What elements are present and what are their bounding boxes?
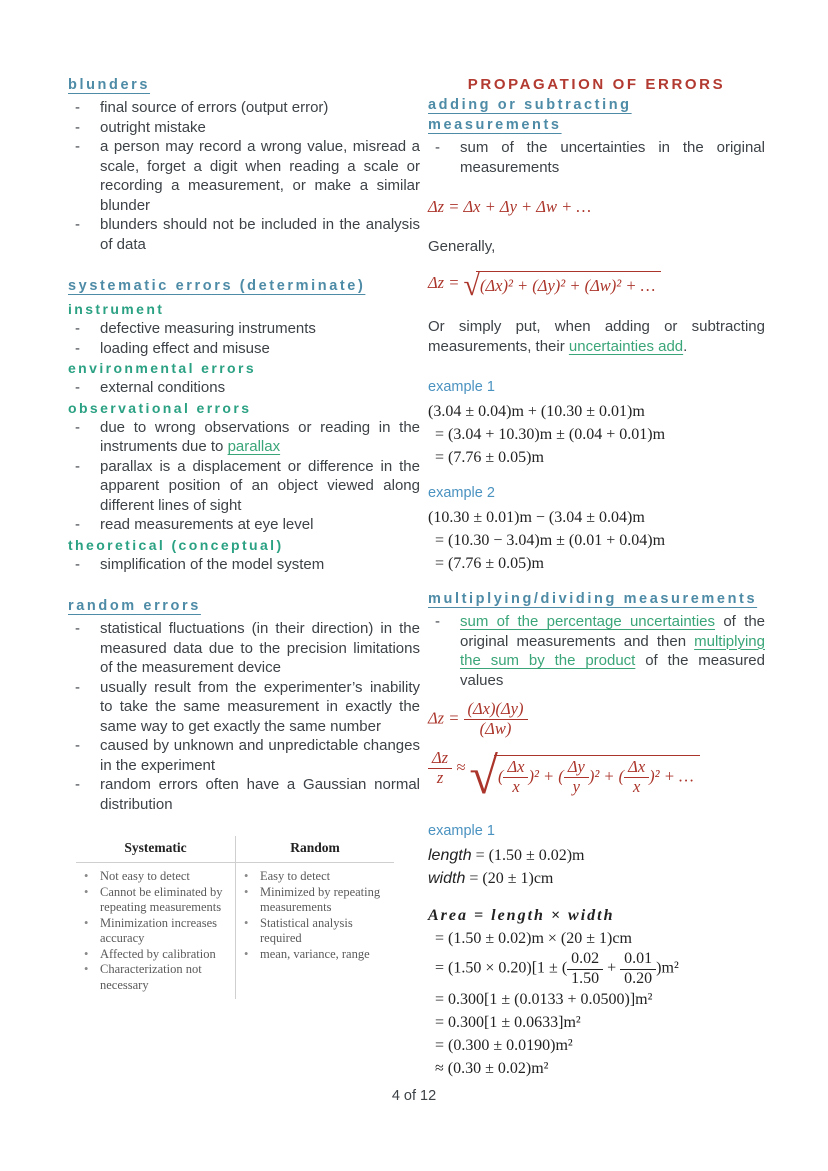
dash-marker: - [75, 516, 80, 533]
math-line: = (1.50 ± 0.02)m × (20 ± 1)cm [435, 930, 632, 948]
heading-multiplying-dividing: multiplying/dividing measurements [428, 591, 758, 607]
math-line: = (10.30 − 3.04)m ± (0.01 + 0.04)m [435, 532, 666, 549]
bullet-marker: • [84, 962, 89, 976]
length-label: length [428, 847, 472, 865]
heading-random-errors: random errors [68, 598, 201, 614]
list-item-text: simplification of the model system [100, 555, 325, 573]
math-segment: )m² [656, 959, 679, 977]
subheading-environmental-errors: environmental errors [68, 360, 257, 376]
fraction-numerator: Δz [428, 749, 452, 769]
subheading-theoretical: theoretical (conceptual) [68, 536, 284, 553]
list-item-text: blunders should not be included in the analysis of data [100, 216, 420, 253]
fraction-numerator: 0.01 [620, 950, 656, 969]
example-area-block [428, 821, 765, 1080]
list-item [428, 138, 765, 177]
table-row [76, 869, 235, 885]
table-row [76, 947, 235, 963]
list-item [68, 555, 420, 575]
list-item-text-pre: due to wrong observations or reading in the instruments due to [100, 418, 420, 455]
bullet-marker: • [84, 869, 89, 883]
fraction-numerator: Δy [564, 758, 589, 778]
list-item-text: random errors often have a Gaussian normal distribution [100, 776, 420, 813]
math-line: = (0.300 ± 0.0190)m² [435, 1036, 573, 1054]
example-label: example 1 [428, 379, 495, 395]
dash-marker: - [75, 418, 80, 436]
math-line: = (3.04 + 10.30)m ± (0.04 + 0.01)m [435, 426, 666, 443]
fraction [464, 700, 528, 739]
bullet-marker: • [84, 884, 89, 899]
list-item [68, 118, 420, 138]
dash-marker: - [75, 678, 80, 696]
list-item [68, 457, 420, 516]
percentage-uncertainties-link: sum of the percentage uncertainties [460, 613, 716, 630]
list-item-text [460, 612, 765, 690]
section-random-errors [68, 596, 420, 814]
list-item [68, 775, 420, 814]
bullet-mid: of the original measurements and then [460, 613, 765, 650]
dash-marker: - [75, 555, 80, 573]
dash-marker: - [75, 339, 80, 357]
list-item [68, 98, 420, 118]
table-row [76, 962, 235, 993]
list-item-text: sum of the uncertainties in the original measurements [460, 139, 765, 176]
fraction-numerator: (Δx)(Δy) [464, 700, 528, 720]
list-item [68, 339, 420, 359]
table-cell-text: Affected by calibration [100, 946, 216, 961]
paren: )² + ( [588, 766, 625, 786]
list-item [68, 137, 420, 215]
fraction-numerator: 0.02 [567, 950, 603, 969]
paren: )² + ( [528, 766, 564, 786]
table-cell-text: Not easy to detect [100, 869, 190, 883]
math-line: = (7.76 ± 0.05)m [435, 555, 544, 572]
list-item [68, 678, 420, 737]
formula-lhs: Δz = [428, 273, 464, 292]
list-item-text: defective measuring instruments [100, 320, 316, 337]
dash-marker: - [75, 320, 80, 337]
subheading-observational-errors: observational errors [68, 399, 252, 416]
parallax-link: parallax [227, 438, 281, 455]
systematic-vs-random-table [76, 836, 394, 999]
formula-sum-of-uncertainties: Δz = Δx + Δy + Δw + … [428, 197, 592, 216]
table-cell-text: Cannot be eliminated by repeating measurements [100, 884, 223, 914]
heading-systematic-errors: systematic errors (determinate) [68, 278, 366, 294]
fraction [428, 749, 452, 788]
table-column-random [235, 836, 394, 999]
approx-sign: ≈ [452, 757, 470, 777]
math-segment: = (1.50 × 0.20)[1 ± ( [435, 959, 568, 977]
generally-text: Generally, [428, 238, 496, 255]
bullet-marker: • [244, 884, 249, 899]
bullet-marker: • [244, 915, 249, 930]
dash-marker: - [75, 118, 80, 136]
dash-marker: - [75, 138, 80, 155]
width-label: width [428, 870, 466, 888]
table-cell-text: Minimization increases accuracy [100, 915, 217, 945]
bullet-marker: • [244, 946, 249, 961]
table-cell-text: Statistical analysis required [260, 915, 353, 945]
table-row [236, 916, 394, 947]
list-item-text: parallax is a displacement or difference in the apparent position of an object viewed along different lines of sight [100, 457, 420, 514]
fraction-numerator: Δx [503, 758, 528, 778]
math-line: ≈ (0.30 ± 0.02)m² [435, 1059, 549, 1077]
table-row [236, 885, 394, 916]
formula-lhs: Δz = [428, 708, 464, 728]
math-line: = 0.300[1 ± 0.0633]m² [435, 1013, 581, 1031]
heading-adding-subtracting: adding or subtracting measurements [428, 97, 632, 133]
fraction-denominator: 0.20 [624, 969, 653, 987]
list-item-text: read measurements at eye level [100, 516, 314, 533]
dash-marker: - [75, 737, 80, 754]
length-value: = (1.50 ± 0.02)m [471, 847, 585, 865]
fraction-denominator: z [436, 767, 444, 787]
list-item [428, 612, 765, 690]
heading-blunders: blunders [68, 77, 151, 93]
example-2-block [428, 483, 765, 575]
table-row [236, 869, 394, 885]
math-line: (3.04 ± 0.04)m + (10.30 ± 0.01)m [428, 403, 645, 420]
fraction-denominator: x [633, 777, 641, 797]
math-line [428, 844, 765, 867]
radical-sign: √ [469, 748, 498, 806]
list-item-text: outright mistake [100, 118, 206, 136]
table-header-random: Random [236, 836, 394, 863]
section-systematic-errors [68, 276, 420, 574]
fraction [567, 950, 603, 988]
example-label: example 1 [428, 823, 495, 840]
bullet-marker: • [84, 946, 89, 961]
fraction [564, 758, 589, 797]
paren: )² + … [649, 766, 694, 786]
list-item-text: external conditions [100, 379, 226, 396]
table-row [76, 885, 235, 916]
list-item-text: final source of errors (output error) [100, 99, 329, 116]
page-number: 4 of 12 [391, 1088, 437, 1104]
math-segment: + [603, 959, 621, 977]
fraction [624, 758, 649, 797]
right-column [428, 75, 765, 1080]
formula-quadrature-sum [428, 271, 765, 301]
example-label: example 2 [428, 485, 495, 501]
table-row [236, 947, 394, 963]
table-cell-text: Characterization not necessary [100, 962, 202, 992]
dash-marker: - [75, 216, 80, 233]
math-line: = (7.76 ± 0.05)m [435, 449, 544, 466]
fraction-numerator: Δx [624, 758, 649, 778]
math-line: = 0.300[1 ± (0.0133 + 0.0500)]m² [435, 990, 653, 1008]
paren: ( [497, 766, 504, 786]
dash-marker: - [75, 457, 80, 475]
subheading-instrument: instrument [68, 301, 165, 317]
table-cell-text: Easy to detect [260, 869, 331, 883]
table-column-systematic [76, 836, 235, 999]
section-blunders [68, 75, 420, 254]
bullet-marker: • [244, 869, 249, 883]
example-1-block [428, 377, 765, 469]
list-item-text [100, 418, 420, 457]
list-item [68, 319, 420, 339]
list-item [68, 619, 420, 678]
fraction-denominator: x [512, 777, 520, 797]
math-line-with-fractions [428, 950, 765, 988]
area-equation-title: Area = length × width [428, 907, 615, 925]
page-title: PROPAGATION OF ERRORS [467, 76, 726, 93]
dash-marker: - [75, 379, 80, 396]
dash-marker: - [75, 99, 80, 116]
list-item-text: caused by unknown and unpredictable changes in the experiment [100, 737, 420, 774]
radical-sign: √ [463, 269, 480, 302]
table-cell-text: Minimized by repeating measurements [260, 884, 381, 914]
width-value: = (20 ± 1)cm [465, 870, 554, 888]
fraction-denominator: y [572, 777, 580, 797]
list-item [68, 515, 420, 535]
list-item-text: statistical fluctuations (in their direction) in the measured data due to the precision limitations of the measurement device [100, 620, 420, 676]
fraction-denominator: 1.50 [571, 969, 600, 987]
note-post: . [683, 338, 688, 355]
dash-marker: - [435, 139, 440, 156]
list-item-text: usually result from the experimenter’s inability to take the same measurement in exactly the same way to get exactly the same number [100, 678, 420, 735]
multiplying-sum-link: multiplying the sum by the product [460, 632, 765, 669]
list-item [68, 378, 420, 398]
list-item [68, 418, 420, 457]
dash-marker: - [75, 776, 80, 793]
radicand [494, 755, 700, 797]
bullet-end: of the measured values [460, 652, 765, 689]
radicand: (Δx)² + (Δy)² + (Δw)² + … [476, 271, 661, 298]
list-item [68, 215, 420, 254]
list-item [68, 736, 420, 775]
square-root [464, 271, 662, 301]
table-cell-text: mean, variance, range [260, 946, 370, 961]
fraction [503, 758, 528, 797]
formula-relative-uncertainty [428, 747, 765, 806]
list-item-text: a person may record a wrong value, misread a scale, forget a digit when reading a scale or recording a measurement, or make a similar blunder [100, 138, 420, 214]
square-root [469, 748, 699, 806]
math-line: (10.30 ± 0.01)m − (3.04 ± 0.04)m [428, 509, 645, 526]
math-line [428, 867, 765, 890]
list-item-text: loading effect and misuse [100, 339, 270, 357]
fraction-denominator: (Δw) [479, 718, 512, 738]
table-header-systematic: Systematic [76, 836, 235, 863]
fraction [620, 950, 656, 988]
dash-marker: - [75, 620, 80, 637]
dash-marker: - [435, 613, 440, 630]
note-pre: Or simply put, when adding or subtracting measurements, their [428, 318, 765, 355]
table-row [76, 916, 235, 947]
formula-product [428, 700, 765, 739]
note-paragraph [428, 317, 765, 357]
left-column [68, 75, 420, 999]
uncertainties-add-link: uncertainties add [568, 338, 684, 355]
bullet-marker: • [84, 915, 89, 930]
